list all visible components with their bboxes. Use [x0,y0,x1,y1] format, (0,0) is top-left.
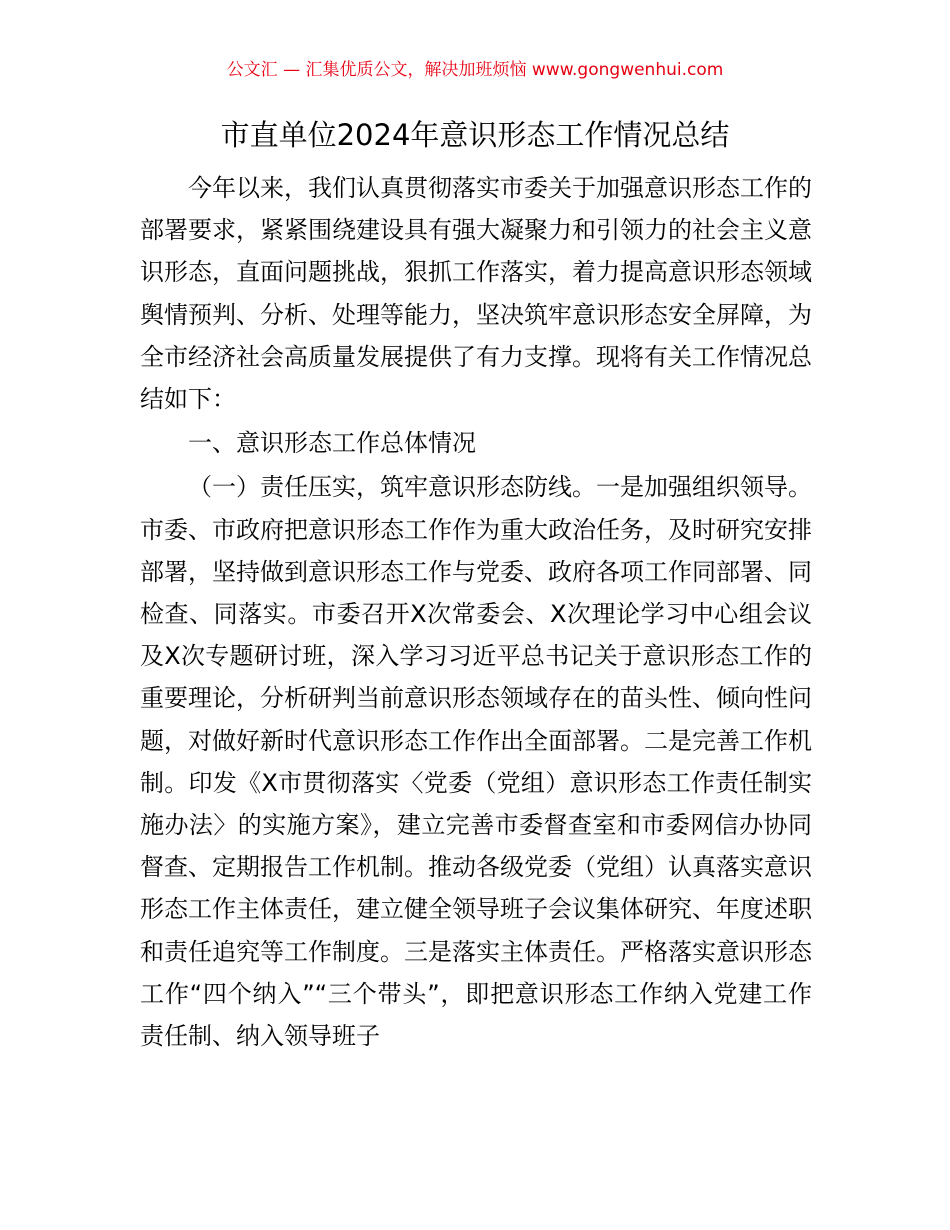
document-title: 市直单位2024年意识形态工作情况总结 [220,118,730,152]
document-body [140,167,812,1057]
section-heading: 一、意识形态工作总体情况 [188,429,476,458]
intro-paragraph: 今年以来，我们认真贯彻落实市委关于加强意识形态工作的部署要求，紧紧围绕建设具有强大凝聚力和引领力的社会主义意识形态，直面问题挑战，狠抓工作落实，着力提高意识形态领域舆情预判、分析、处理等能力，坚决筑牢意识形态安全屏障，为全市经济社会高质量发展提供了有力支撑。现将有关工作情况总结如下： [140,174,812,414]
section-paragraph: （一）责任压实，筑牢意识形态防线。一是加强组织领导。市委、市政府把意识形态工作作为重大政治任务，及时研究安排部署，坚持做到意识形态工作与党委、政府各项工作同部署、同检查、同落实。市委召开X次常委会、X次理论学习中心组会议及X次专题研讨班，深入学习习近平总书记关于意识形态工作的重要理论，分析研判当前意识形态领域存在的苗头性、倾向性问题，对做好新时代意识形态工作作出全面部署。二是完善工作机制。印发《X市贯彻落实〈党委（党组）意识形态工作责任制实施办法〉的实施方案》，建立完善市委督查室和市委网信办协同督查、定期报告工作机制。推动各级党委（党组）认真落实意识形态工作主体责任，建立健全领导班子会议集体研究、年度述职和责任追究等工作制度。三是落实主体责任。严格落实意识形态工作“四个纳入”“三个带头”，即把意识形态工作纳入党建工作责任制、纳入领导班子 [140,473,812,1051]
header-banner: 公文汇 — 汇集优质公文，解决加班烦恼 www.gongwenhui.com [226,60,724,80]
